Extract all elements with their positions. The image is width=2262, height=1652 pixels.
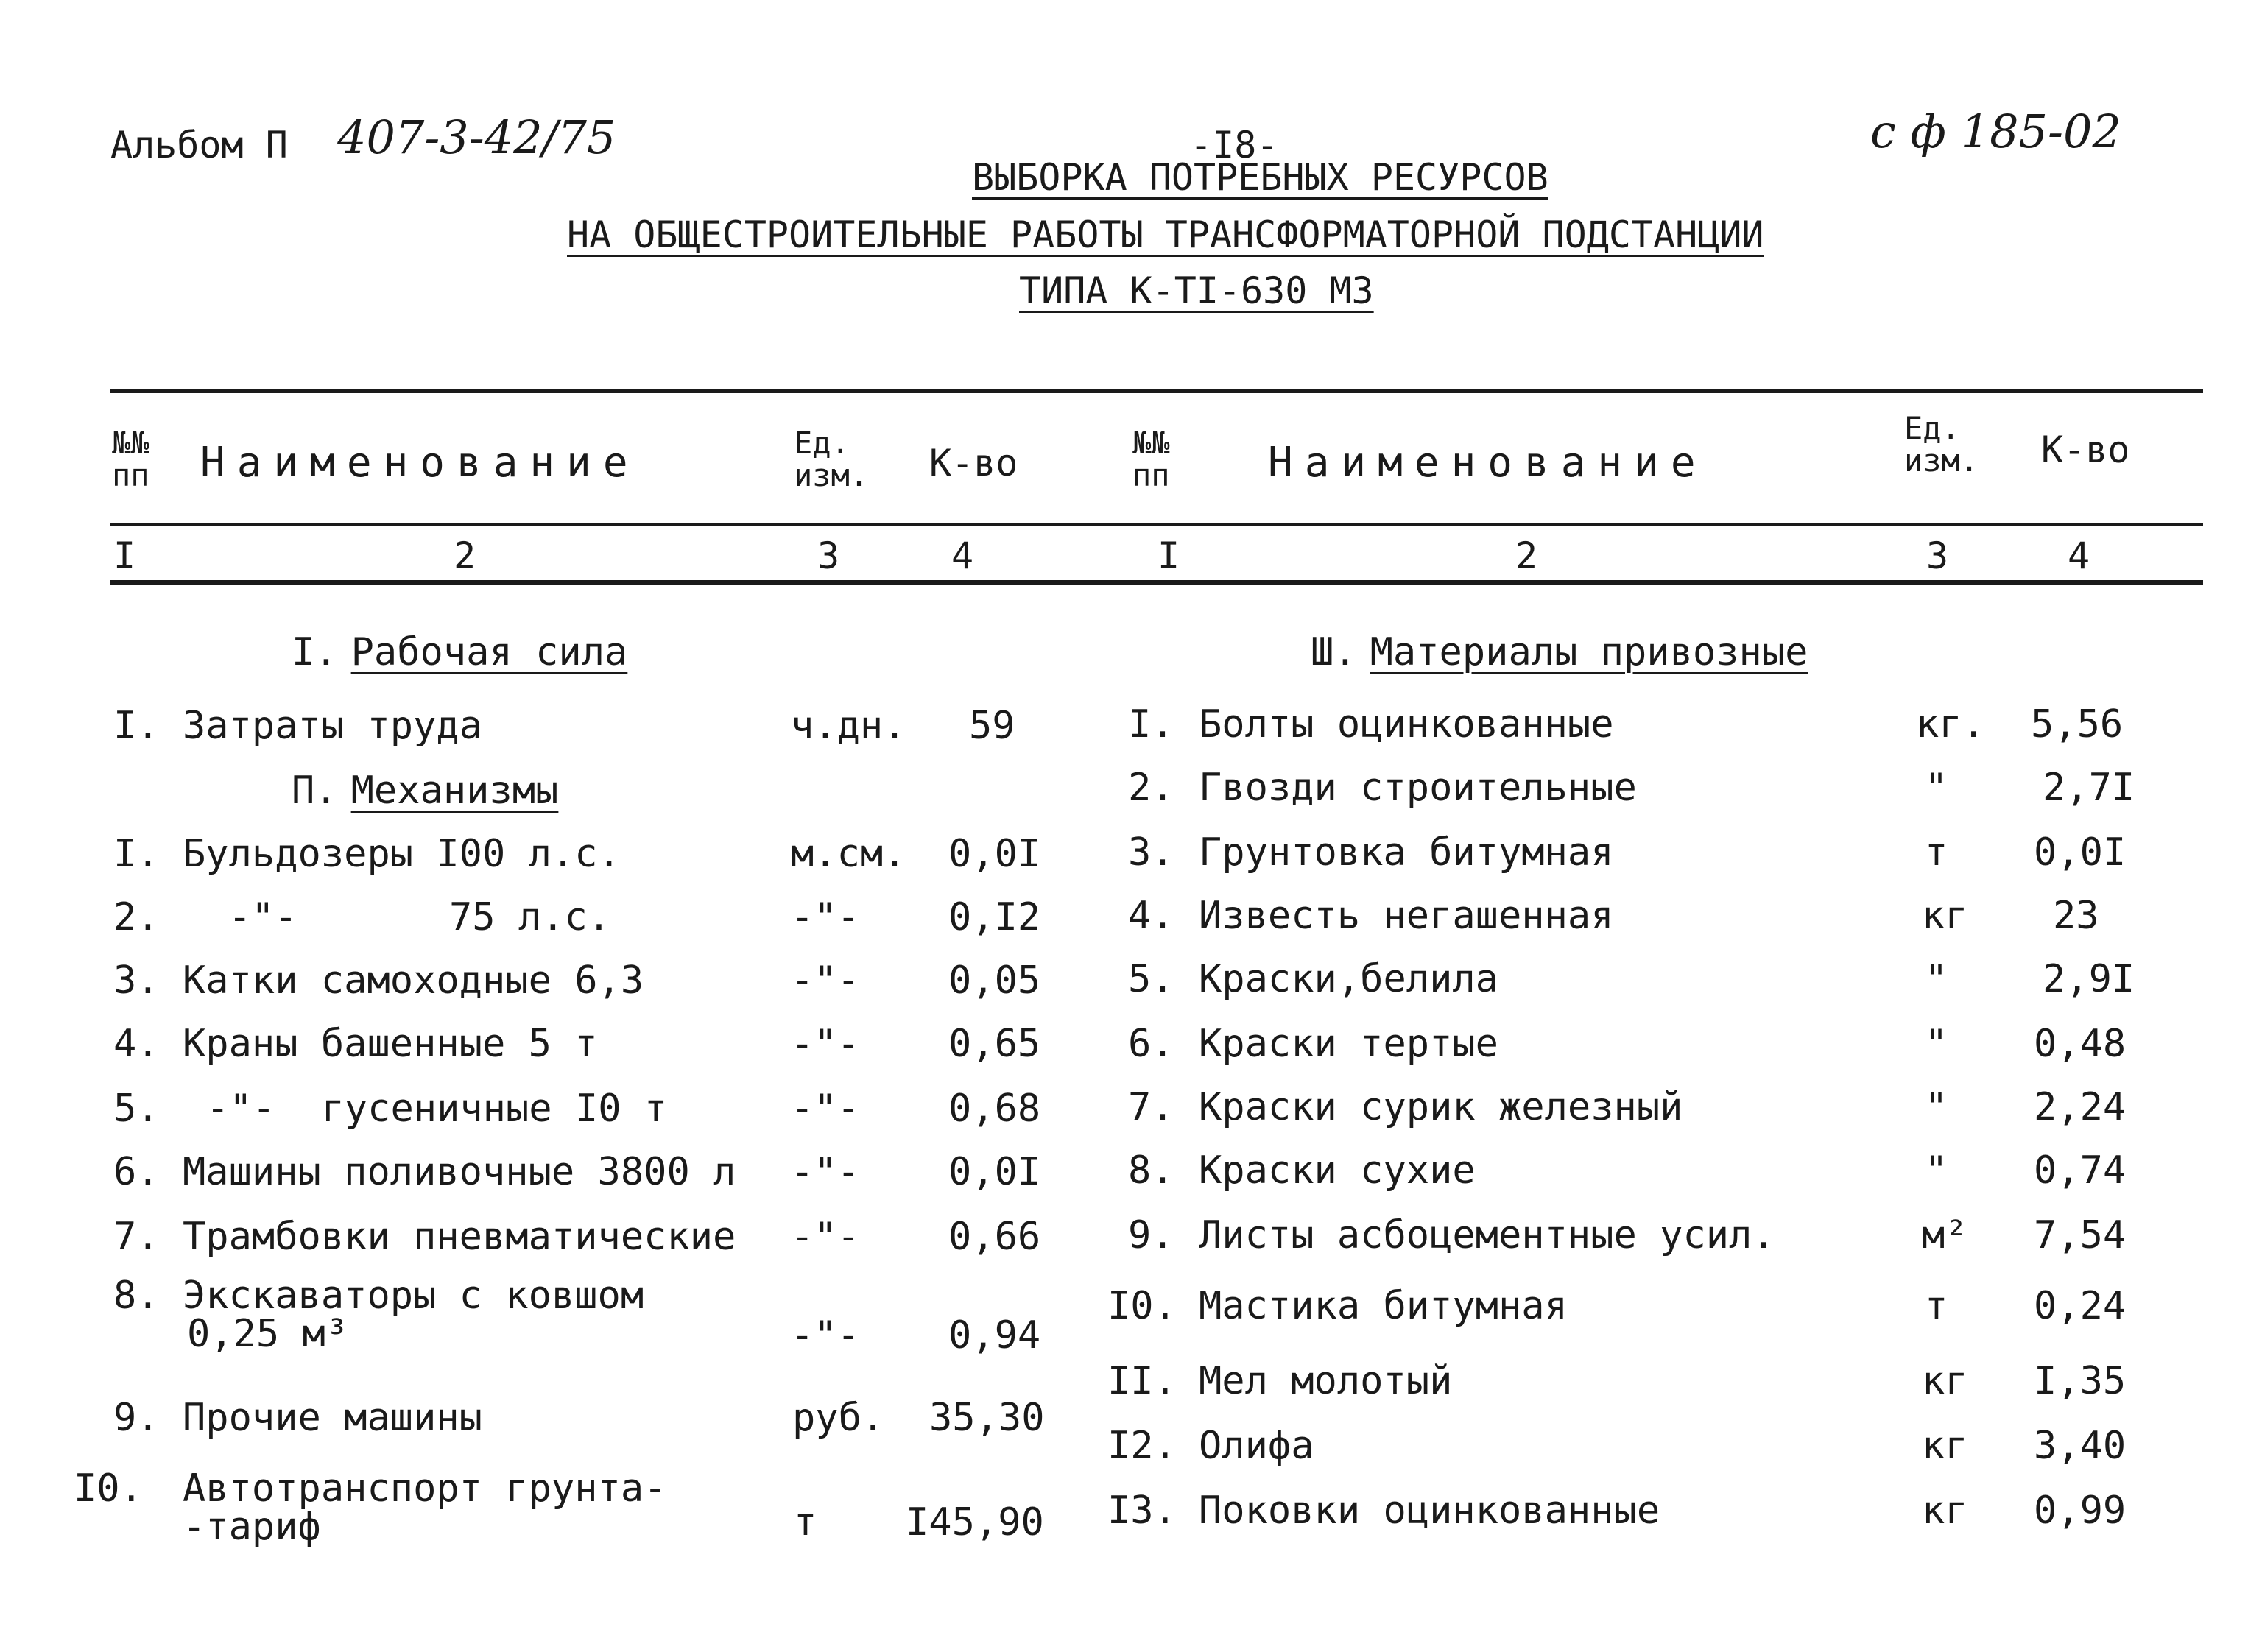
row-name: Автотранспорт грунта- [183, 1466, 667, 1511]
text-fragment: П. [292, 769, 338, 813]
text-fragment: Ед. [794, 425, 850, 461]
row-unit: -"- [791, 1215, 860, 1259]
row-number: 6. [113, 1150, 160, 1194]
colnum-4-right: 4 [2068, 534, 2090, 577]
row-qty: 2,24 [2034, 1085, 2127, 1129]
row-name: Машины поливочные 3800 л [183, 1150, 736, 1194]
row-qty: 0,68 [948, 1087, 1041, 1131]
row-number: I3. [1107, 1489, 1177, 1533]
row-unit: м² [1922, 1213, 1968, 1257]
text-fragment: №№ [112, 425, 149, 461]
row-number: 4. [113, 1022, 160, 1066]
row-unit: кг. [1916, 702, 1985, 746]
row-unit: -"- [791, 1022, 860, 1066]
row-number: I. [113, 832, 160, 876]
row-name-extra: 75 л.с. [449, 895, 611, 939]
row-number: 3. [1128, 830, 1174, 875]
row-name: Краски сухие [1199, 1148, 1476, 1193]
row-number: 8. [113, 1274, 160, 1318]
row-name-cont: -тариф [183, 1505, 321, 1549]
row-unit: " [1925, 766, 1948, 810]
row-unit: -"- [791, 1313, 860, 1358]
colnum-2: 2 [454, 534, 476, 577]
row-qty: 0,0I [948, 832, 1041, 876]
text-fragment: пп [112, 457, 149, 493]
row-number: 8. [1128, 1148, 1174, 1193]
row-number: 4. [1128, 894, 1174, 938]
text-fragment: Ед. [1904, 410, 1960, 446]
text-fragment: изм. [794, 457, 869, 493]
col-qty-header-right: К-во [2041, 428, 2130, 471]
col-name-header-right: Наименование [1268, 439, 1708, 487]
text-fragment: пп [1132, 457, 1170, 493]
text-fragment: Материалы привозные [1370, 630, 1808, 674]
row-unit: т [794, 1500, 817, 1545]
colnum-1-right: I [1158, 534, 1180, 577]
row-number: 9. [113, 1396, 160, 1440]
section-labor-heading [292, 630, 642, 674]
row-name: Катки самоходные 6,3 [183, 959, 644, 1003]
row-qty: 0,0I [948, 1150, 1041, 1194]
row-qty: 0,94 [948, 1313, 1041, 1358]
row-number: I2. [1107, 1424, 1177, 1468]
album-number: 407-3-42/75 [337, 110, 616, 164]
row-qty: 0,65 [948, 1022, 1041, 1066]
col-name-header: Наименование [200, 439, 640, 487]
row-unit: -"- [791, 1150, 860, 1194]
row-name: Трамбовки пневматические [183, 1215, 736, 1259]
row-name: Мел молотый [1199, 1359, 1453, 1403]
row-number: I0. [1107, 1284, 1177, 1328]
row-name: Грунтовка битумная [1199, 830, 1614, 875]
row-unit: т [1925, 830, 1948, 875]
colnum-3-right: 3 [1926, 534, 1949, 577]
title-line-3: ТИПА К-ТI-630 МЗ [1019, 269, 1374, 312]
row-name: Затраты труда [183, 704, 482, 748]
row-unit: -"- [791, 1087, 860, 1131]
col-unit-header-right [1904, 412, 1979, 477]
row-number: 7. [113, 1215, 160, 1259]
text-fragment: Механизмы [350, 769, 559, 813]
column-numbers-rule [110, 580, 2203, 585]
section-materials-heading [1311, 630, 1830, 674]
row-number: 5. [1128, 957, 1174, 1001]
row-name: Прочие машины [183, 1396, 482, 1440]
col-num-header-right [1132, 427, 1170, 492]
row-name: Известь негашенная [1199, 894, 1614, 938]
row-qty: 35,30 [929, 1396, 1045, 1440]
row-number: 7. [1128, 1085, 1174, 1129]
row-number: I0. [74, 1466, 143, 1511]
row-number: 9. [1128, 1213, 1174, 1257]
header-bottom-rule [110, 523, 2203, 526]
text-fragment: Ш. [1311, 630, 1357, 674]
row-qty: 2,7I [2043, 766, 2135, 810]
row-number: I. [1128, 702, 1174, 746]
row-qty: 0,I2 [948, 895, 1041, 939]
row-name: Поковки оцинкованные [1199, 1489, 1660, 1533]
row-qty: 23 [2053, 894, 2099, 938]
section-mechanisms-heading [292, 769, 573, 813]
row-name: -"- [228, 895, 297, 939]
row-unit: м.см. [791, 832, 906, 876]
row-unit: -"- [791, 895, 860, 939]
row-name: Мастика битумная [1199, 1284, 1568, 1328]
row-qty: 0,66 [948, 1215, 1041, 1259]
text-fragment: Рабочая сила [350, 630, 628, 674]
row-number: 6. [1128, 1022, 1174, 1066]
row-qty: 3,40 [2034, 1424, 2127, 1468]
row-qty: 0,05 [948, 959, 1041, 1003]
row-number: I. [113, 704, 160, 748]
title-line-1: ВЫБОРКА ПОТРЕБНЫХ РЕСУРСОВ [972, 156, 1548, 199]
row-unit: кг [1922, 1424, 1968, 1468]
row-qty: 2,9I [2043, 957, 2135, 1001]
row-name: Краски тертые [1199, 1022, 1498, 1066]
colnum-4: 4 [951, 534, 974, 577]
row-number: II. [1107, 1359, 1177, 1403]
row-unit: кг [1922, 1489, 1968, 1533]
row-unit: " [1925, 1022, 1948, 1066]
row-unit: кг [1922, 1359, 1968, 1403]
row-unit: кг [1922, 894, 1968, 938]
col-unit-header [794, 427, 868, 492]
row-qty: 0,74 [2034, 1148, 2127, 1193]
col-qty-header: К-во [929, 442, 1018, 484]
row-name: Краски сурик железный [1199, 1085, 1683, 1129]
row-number: 5. [113, 1087, 160, 1131]
text-fragment: изм. [1904, 442, 1979, 479]
row-name-cont: 0,25 м³ [187, 1312, 349, 1356]
text-fragment: №№ [1132, 425, 1170, 461]
row-unit: " [1925, 1085, 1948, 1129]
row-qty: I,35 [2034, 1359, 2127, 1403]
row-name: Болты оцинкованные [1199, 702, 1614, 746]
row-unit: руб. [792, 1396, 885, 1440]
row-unit: " [1925, 957, 1948, 1001]
row-qty: 5,56 [2031, 702, 2124, 746]
row-unit: ч.дн. [791, 704, 906, 748]
row-name: Экскаваторы с ковшом [183, 1274, 644, 1318]
row-name: Краски,белила [1199, 957, 1498, 1001]
row-name: -"- гусеничные I0 т [206, 1087, 668, 1131]
row-number: 2. [113, 895, 160, 939]
sheet-code: с ф 185-02 [1870, 105, 2121, 158]
row-name: Гвозди строительные [1199, 766, 1637, 810]
row-qty: 0,99 [2034, 1489, 2127, 1533]
row-name: Листы асбоцементные усил. [1199, 1213, 1775, 1257]
row-number: 3. [113, 959, 160, 1003]
row-name: Бульдозеры I00 л.с. [183, 832, 621, 876]
table-top-rule [110, 389, 2203, 393]
row-unit: т [1925, 1284, 1948, 1328]
col-num-header [112, 427, 149, 492]
album-label: Альбом П [110, 124, 288, 166]
row-unit: -"- [791, 959, 860, 1003]
text-fragment: I. [292, 630, 338, 674]
row-qty: 0,24 [2034, 1284, 2127, 1328]
title-line-2: НА ОБЩЕСТРОИТЕЛЬНЫЕ РАБОТЫ ТРАНСФОРМАТОРНОЙ ПОДСТАНЦИИ [567, 213, 1764, 256]
colnum-1: I [113, 534, 136, 577]
colnum-2-right: 2 [1515, 534, 1538, 577]
row-number: 2. [1128, 766, 1174, 810]
row-unit: " [1925, 1148, 1948, 1193]
page-number: -I8- [1190, 124, 1279, 166]
row-name: Краны башенные 5 т [183, 1022, 598, 1066]
row-qty: 7,54 [2034, 1213, 2127, 1257]
row-qty: 0,0I [2034, 830, 2127, 875]
row-qty: 0,48 [2034, 1022, 2127, 1066]
row-qty: 59 [969, 704, 1015, 748]
colnum-3: 3 [817, 534, 840, 577]
row-qty: I45,90 [906, 1500, 1044, 1545]
row-name: Олифа [1199, 1424, 1314, 1468]
